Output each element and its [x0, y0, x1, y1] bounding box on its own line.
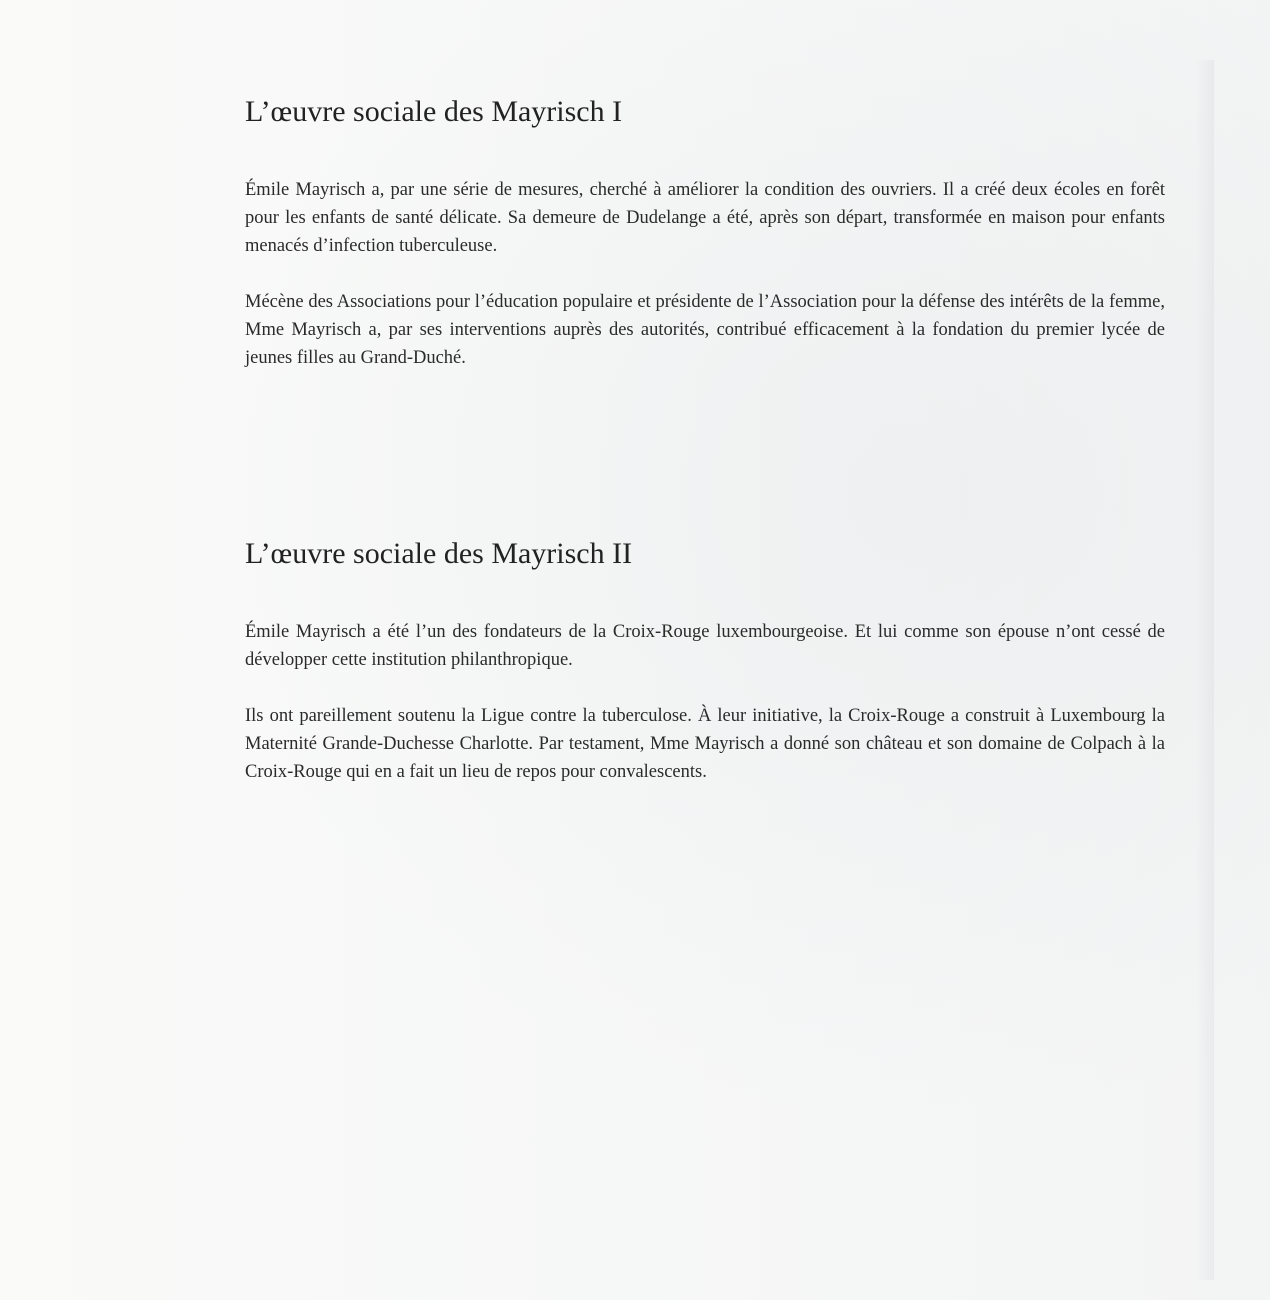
paragraph: Émile Mayrisch a, par une série de mesures, cherché à améliorer la condition des ouvriers. Il a créé deux écoles en forêt pour les enfants de santé délicate. Sa demeure de Dudelange a été, après son départ, transformée en maison pour enfants menacés d’infection tuberculeuse.	[245, 180, 1165, 256]
paragraph: Mécène des Associations pour l’éducation populaire et présidente de l’Association pour la défense des intérêts de la femme, Mme Mayrisch a, par ses interventions auprès des autorités, contribué efficacement à la fondation du premier lycée de jeunes filles au Grand-Duché.	[245, 292, 1165, 368]
section-title: L’œuvre sociale des Mayrisch II	[245, 537, 633, 570]
section-mayrisch-2	[245, 536, 1165, 814]
paragraph: Ils ont pareillement soutenu la Ligue contre la tuberculose. À leur initiative, la Croix-Rouge a construit à Luxembourg la Maternité Grande-Duchesse Charlotte. Par testament, Mme Mayrisch a donné son château et son domaine de Colpach à la Croix-Rouge qui en a fait un lieu de repos pour convalescents.	[245, 706, 1165, 782]
page-edge-shadow	[1196, 60, 1214, 1280]
section-mayrisch-1	[245, 94, 1165, 400]
paragraph: Émile Mayrisch a été l’un des fondateurs de la Croix-Rouge luxembourgeoise. Et lui comme son épouse n’ont cessé de développer cette institution philanthropique.	[245, 622, 1165, 670]
section-title: L’œuvre sociale des Mayrisch I	[245, 95, 623, 128]
